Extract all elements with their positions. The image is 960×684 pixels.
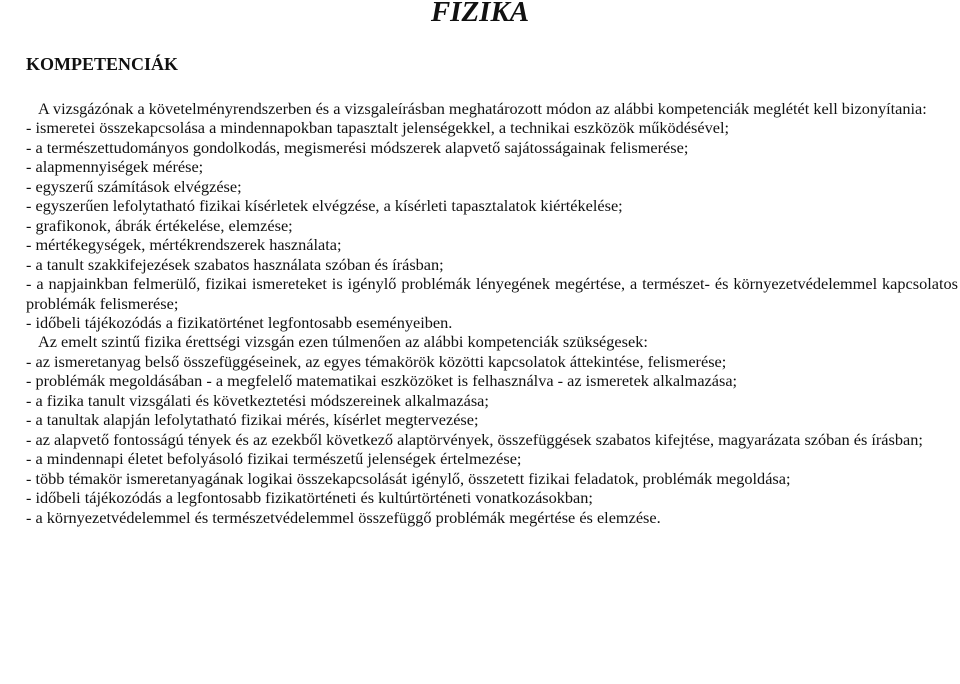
list-item: - a környezetvédelemmel és természetvédelemmel összefüggő problémák megértése és elemzése. — [26, 507, 661, 527]
list-item: - az ismeretanyag belső összefüggéseinek, az egyes témakörök közötti kapcsolatok áttekintése, felismerése; — [26, 351, 727, 371]
list-item: - az alapvető fontosságú tények és az ezekből következő alaptörvények, összefüggések szabatos kifejtése, magyarázata szóban és írásban; — [26, 429, 923, 449]
list-item: - ismeretei összekapcsolása a mindennapokban tapasztalt jelenségekkel, a technikai eszközök működésével; — [26, 118, 729, 138]
list-item: - problémák megoldásában - a megfelelő matematikai eszközöket is felhasználva - az ismeretek alkalmazása; — [26, 371, 738, 391]
list-item: - mértékegységek, mértékrendszerek használata; — [26, 235, 342, 255]
list-item: - egyszerűen lefolytatható fizikai kísérletek elvégzése, a kísérleti tapasztalatok kiértékelése; — [26, 196, 623, 216]
list-item: - időbeli tájékozódás a legfontosabb fizikatörténeti és kultúrtörténeti vonatkozásokban; — [26, 488, 593, 508]
document-body — [26, 99, 958, 527]
list-item: - a fizika tanult vizsgálati és következtetési módszereinek alkalmazása; — [26, 390, 489, 410]
list-item: - több témakör ismeretanyagának logikai összekapcsolását igénylő, összetett fizikai feladatok, problémák megoldása; — [26, 468, 791, 488]
document-title: FIZIKA — [430, 0, 530, 28]
list-item: - időbeli tájékozódás a fizikatörténet legfontosabb eseményeiben. — [26, 312, 453, 332]
list-item: - a természettudományos gondolkodás, megismerési módszerek alapvető sajátosságainak felismerése; — [26, 137, 689, 157]
advanced-competency-list — [26, 352, 958, 527]
list-item: - grafikonok, ábrák értékelése, elemzése; — [26, 215, 293, 235]
list-item: - egyszerű számítások elvégzése; — [26, 176, 242, 196]
intro-paragraph: A vizsgázónak a követelményrendszerben és a vizsgaleírásban meghatározott módon az alábbi kompetenciák meglétét kell bizonyítania: — [38, 99, 927, 118]
list-item: - a napjainkban felmerülő, fizikai ismereteket is igénylő problémák lényegének megértése, a természet- és környezetvédelemmel kapcsolatos problémák felismerése; — [26, 274, 958, 313]
list-item: - alapmennyiségek mérése; — [26, 157, 204, 177]
list-item: - a tanultak alapján lefolytatható fizikai mérés, kísérlet megtervezése; — [26, 410, 479, 430]
advanced-intro-paragraph: Az emelt szintű fizika érettségi vizsgán ezen túlmenően az alábbi kompetenciák szükségesek: — [38, 332, 648, 352]
list-item: - a tanult szakkifejezések szabatos használata szóban és írásban; — [26, 254, 444, 274]
basic-competency-list — [26, 118, 958, 332]
section-heading: KOMPETENCIÁK — [26, 54, 179, 74]
list-item: - a mindennapi életet befolyásoló fizikai természetű jelenségek értelmezése; — [26, 449, 522, 469]
